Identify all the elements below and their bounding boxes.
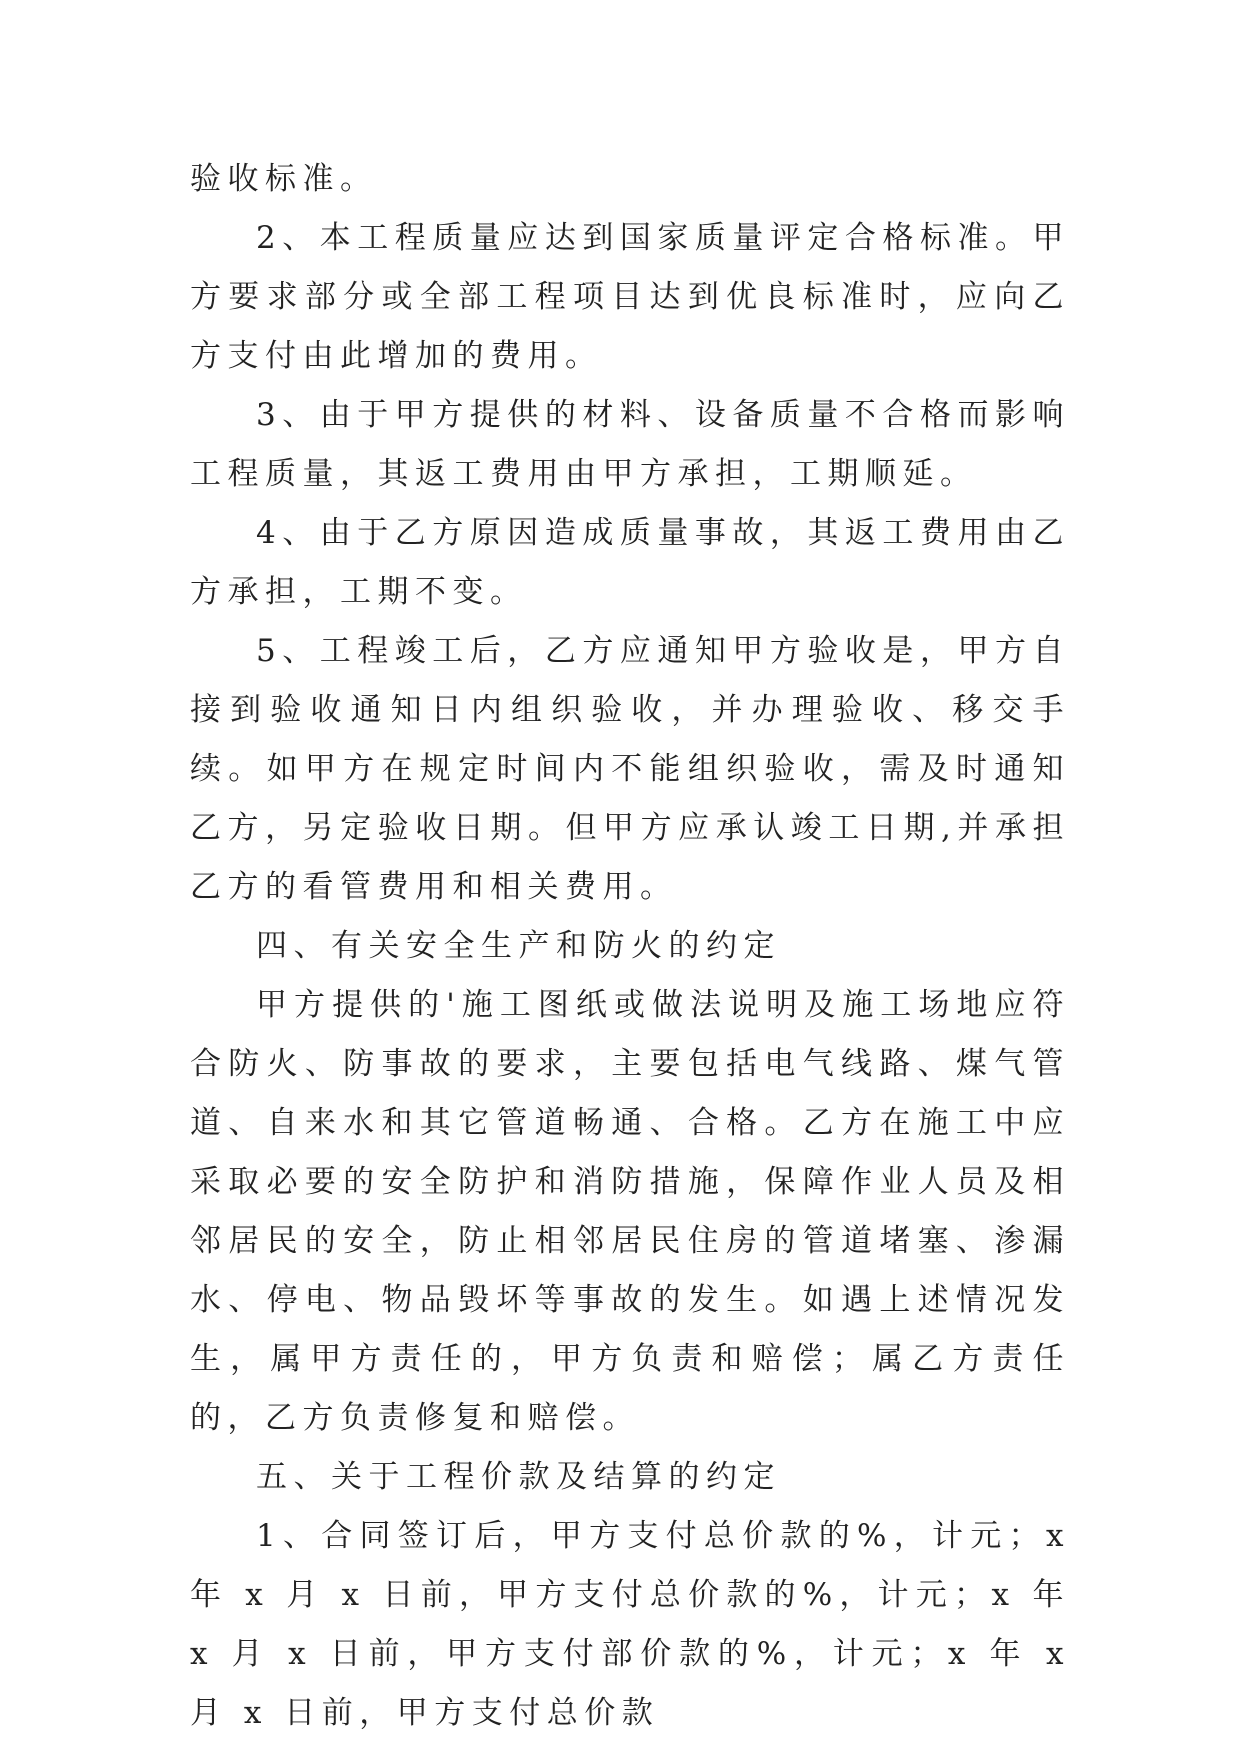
paragraph-party-a-materials: 3、由于甲方提供的材料、设备质量不合格而影响工程质量，其返工费用由甲方承担，工期顺延。 bbox=[190, 397, 1070, 492]
paragraph-continuation: 验收标准。 bbox=[190, 161, 378, 197]
section-heading-safety: 四、有关安全生产和防火的约定 bbox=[256, 928, 781, 964]
paragraph-completion-acceptance: 5、工程竣工后，乙方应通知甲方验收是，甲方自接到验收通知日内组织验收，并办理验收、移交手续。如甲方在规定时间内不能组织验收，需及时通知乙方，另定验收日期。但甲方应承认竣工日期,并承担乙方的看管费用和相关费用。 bbox=[190, 633, 1070, 905]
document-body bbox=[190, 150, 1070, 1743]
section-heading-payment: 五、关于工程价款及结算的约定 bbox=[256, 1459, 781, 1495]
paragraph-payment-schedule: 1、合同签订后，甲方支付总价款的%，计元；x 年 x 月 x 日前，甲方支付总价款的%，计元；x 年 x 月 x 日前，甲方支付部价款的%，计元；x 年 x 月 x 日前，甲方支付总价款 bbox=[190, 1518, 1070, 1731]
paragraph-safety-fire: 甲方提供的'施工图纸或做法说明及施工场地应符合防火、防事故的要求，主要包括电气线路、煤气管道、自来水和其它管道畅通、合格。乙方在施工中应采取必要的安全防护和消防措施，保障作业人员及相邻居民的安全，防止相邻居民住房的管道堵塞、渗漏水、停电、物品毁坏等事故的发生。如遇上述情况发生，属甲方责任的，甲方负责和赔偿；属乙方责任的，乙方负责修复和赔偿。 bbox=[190, 987, 1070, 1436]
paragraph-quality-standard: 2、本工程质量应达到国家质量评定合格标准。甲方要求部分或全部工程项目达到优良标准时，应向乙方支付由此增加的费用。 bbox=[190, 220, 1070, 374]
paragraph-party-b-accident: 4、由于乙方原因造成质量事故，其返工费用由乙方承担，工期不变。 bbox=[190, 515, 1070, 610]
